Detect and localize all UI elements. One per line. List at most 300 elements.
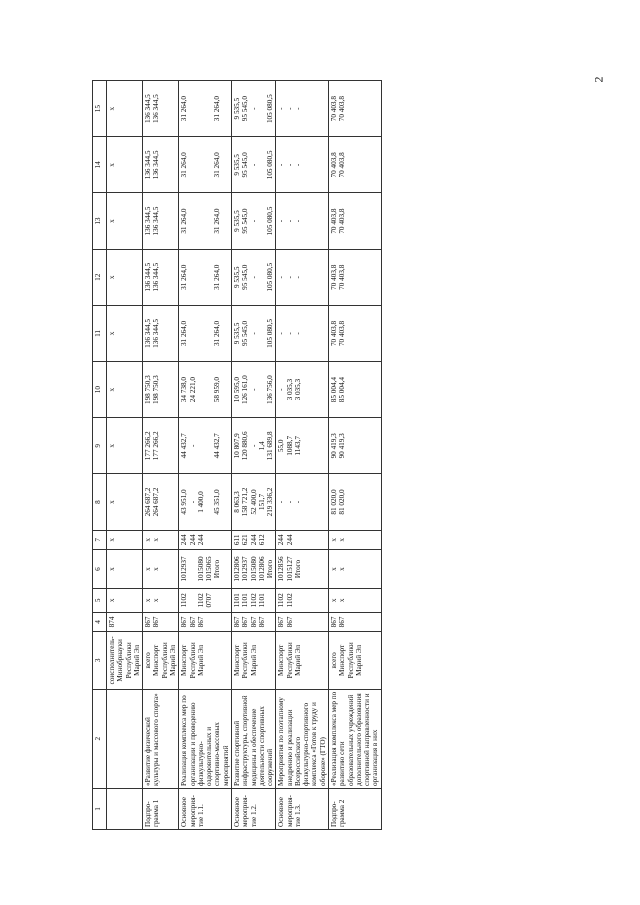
cell-line: 131 689,8 <box>266 431 275 461</box>
table-cell-c14 <box>231 137 275 193</box>
table-cell-c5 <box>276 588 329 612</box>
cell-line: 136 344,5 <box>144 150 153 180</box>
table-cell-c4 <box>107 612 143 631</box>
cell-line <box>197 83 205 134</box>
cell-line: 9 535,5 <box>232 97 241 120</box>
cell-line: всего <box>330 652 339 669</box>
cell-line: 1102 <box>277 593 286 608</box>
cell-line: 158 721,2 <box>241 487 250 517</box>
table-cell-c1: Основное мероприя-тие 1.1. <box>179 788 232 829</box>
cell-line: 867 <box>285 616 294 628</box>
cell-line: Итого <box>213 559 222 579</box>
cell-line: - <box>285 163 294 167</box>
table-cell-c7 <box>107 530 143 549</box>
cell-line: х <box>152 567 161 571</box>
cell-line: 136 344,5 <box>152 206 161 236</box>
column-header-13: 13 <box>93 193 107 249</box>
table-cell-c8 <box>143 474 179 530</box>
table-cell-c15 <box>107 81 143 137</box>
cell-line: 70 403,8 <box>330 208 339 234</box>
cell-line: - <box>249 276 258 279</box>
cell-line: х <box>144 567 153 571</box>
cell-line: 1015127 <box>285 556 294 582</box>
cell-line: х <box>108 538 116 542</box>
cell-line: 867 <box>232 616 241 628</box>
cell-line: х <box>108 500 116 504</box>
column-header-15: 15 <box>93 81 107 137</box>
cell-line: х <box>108 387 116 392</box>
cell-line: 52 400,0 <box>249 489 258 515</box>
cell-line <box>205 420 213 471</box>
cell-line: х <box>108 106 116 111</box>
cell-line: 1012856 <box>277 556 286 582</box>
table-cell-c12 <box>329 249 382 305</box>
cell-line: 1,4 <box>257 441 266 451</box>
cell-line: - <box>293 276 302 279</box>
column-header-12: 12 <box>93 249 107 305</box>
table-row <box>276 81 329 830</box>
cell-line: х <box>338 598 347 603</box>
table-cell-c8 <box>276 474 329 530</box>
cell-line: - <box>277 388 286 391</box>
cell-line: 31 264,0 <box>212 264 221 290</box>
cell-line: 70 403,8 <box>330 264 339 290</box>
cell-line: - <box>249 444 258 448</box>
cell-line: - <box>293 500 302 504</box>
cell-line <box>189 195 197 246</box>
cell-line: соисполнитель- <box>108 636 116 685</box>
cell-line: 120 880,6 <box>241 431 250 461</box>
table-cell-c1 <box>107 788 143 829</box>
cell-line: 264 687,2 <box>144 487 153 517</box>
cell-line: 81 020,0 <box>330 489 339 515</box>
table-cell-c15 <box>179 81 232 137</box>
cell-line: 85 004,4 <box>330 377 339 403</box>
cell-line: 95 545,0 <box>241 208 250 234</box>
table-cell-c13 <box>143 193 179 249</box>
cell-line: 105 080,5 <box>265 150 274 180</box>
cell-line: 1102 <box>249 593 258 608</box>
cell-line: - <box>249 163 258 167</box>
cell-line: 136 344,5 <box>152 150 161 180</box>
cell-line: х <box>108 331 116 336</box>
column-header-14: 14 <box>93 137 107 193</box>
table-cell-c6 <box>179 550 232 589</box>
table-cell-c12 <box>179 249 232 305</box>
table-cell-c12 <box>143 249 179 305</box>
cell-line: 105 080,5 <box>265 94 274 124</box>
cell-line: - <box>249 332 258 335</box>
table-cell-c10 <box>179 362 232 418</box>
table-cell-c1: Подпро-грамма 2 <box>329 788 382 829</box>
cell-line: 70 403,8 <box>338 96 347 122</box>
cell-line <box>197 252 205 303</box>
cell-line: 264 687,2 <box>152 487 161 517</box>
column-header-7: 7 <box>93 530 107 549</box>
cell-line: 70 403,8 <box>338 320 347 347</box>
table-cell-c15 <box>329 81 382 137</box>
cell-line <box>205 476 213 527</box>
cell-line: 1088,7 <box>285 435 294 456</box>
cell-line: 90 419,3 <box>338 433 347 459</box>
cell-line: 70 403,8 <box>338 264 347 290</box>
cell-line: 1143,7 <box>293 436 302 456</box>
cell-line: 136 344,5 <box>152 262 161 292</box>
table-cell-c14 <box>107 137 143 193</box>
cell-line <box>258 83 266 134</box>
cell-line: - <box>277 332 286 335</box>
cell-line: х <box>108 567 116 571</box>
table-cell-c6 <box>329 550 382 589</box>
table-cell-c12 <box>107 249 143 305</box>
cell-line: Минспорт Республики Марий Эл <box>338 642 363 679</box>
cell-line: 867 <box>152 616 161 628</box>
cell-line: 136 344,5 <box>152 319 161 348</box>
cell-line: х <box>330 538 339 542</box>
table-cell-c9 <box>231 418 275 474</box>
cell-line: 621 <box>241 534 250 546</box>
table-cell-c5 <box>231 588 275 612</box>
cell-line: - <box>249 388 258 391</box>
header-row <box>93 81 107 830</box>
cell-line <box>189 308 197 359</box>
cell-line: 45 351,0 <box>213 489 222 515</box>
table-cell-c15 <box>231 81 275 137</box>
cell-line <box>205 195 213 246</box>
cell-line: 1102 <box>196 593 205 608</box>
table-cell-c10 <box>231 362 275 418</box>
table-cell-c4 <box>276 612 329 631</box>
column-header-6: 6 <box>93 550 107 589</box>
cell-line: х <box>152 598 161 603</box>
cell-line: 70 403,8 <box>330 152 339 178</box>
cell-line: 867 <box>330 616 339 628</box>
cell-line: 31 264,0 <box>180 96 189 122</box>
cell-line: 55,0 <box>277 439 286 453</box>
cell-line <box>189 552 197 586</box>
table-cell-c6 <box>107 550 143 589</box>
cell-line: 31 264,0 <box>212 320 221 347</box>
cell-line: 31 264,0 <box>212 208 221 234</box>
cell-line <box>205 139 213 190</box>
cell-line: 31 264,0 <box>212 152 221 178</box>
table-cell-c14 <box>329 137 382 193</box>
column-header-11: 11 <box>93 305 107 361</box>
cell-line <box>197 195 205 246</box>
budget-table <box>92 80 382 830</box>
column-header-1: 1 <box>93 788 107 829</box>
table-cell-c10 <box>143 362 179 418</box>
cell-line <box>258 195 266 246</box>
cell-line: 95 545,0 <box>241 320 250 347</box>
table-cell-c6 <box>231 550 275 589</box>
table-cell-c5 <box>107 588 143 612</box>
column-header-10: 10 <box>93 362 107 418</box>
cell-line: 31 264,0 <box>180 320 189 347</box>
table-cell-c15 <box>143 81 179 137</box>
cell-line: 1101 <box>232 593 241 608</box>
cell-line: х <box>152 538 161 542</box>
cell-line: х <box>144 538 153 542</box>
cell-line: 244 <box>249 534 258 546</box>
table-cell-c4 <box>143 612 179 631</box>
table-cell-c13 <box>107 193 143 249</box>
cell-line: 95 545,0 <box>241 152 250 178</box>
cell-line: 177 266,2 <box>152 431 161 461</box>
cell-line: 81 020,0 <box>338 489 347 515</box>
cell-line: 244 <box>285 534 294 546</box>
cell-line: 198 750,3 <box>144 375 153 405</box>
column-header-5: 5 <box>93 588 107 612</box>
cell-line: 70 403,8 <box>338 208 347 234</box>
table-cell-c12 <box>276 249 329 305</box>
cell-line: - <box>249 219 258 223</box>
cell-line <box>197 420 205 471</box>
cell-line <box>205 83 213 134</box>
cell-line: 9 535,5 <box>232 266 241 289</box>
cell-line: х <box>108 275 116 280</box>
cell-line: 9 535,5 <box>232 322 241 345</box>
cell-line: 105 080,5 <box>265 262 274 292</box>
cell-line: 867 <box>257 616 266 628</box>
cell-line: 70 403,8 <box>330 320 339 347</box>
column-header-8: 8 <box>93 474 107 530</box>
table-cell-c8 <box>107 474 143 530</box>
cell-line: - <box>285 107 294 110</box>
table-cell-c2: Реализация комплекса мер по организации и проведению физкультурно-оздоровительных и спортивно-массовых мероприятий <box>179 689 232 788</box>
cell-line <box>205 308 213 359</box>
cell-line: 3 035,3 <box>293 378 302 401</box>
cell-line: х <box>108 598 116 603</box>
cell-line: 867 <box>188 616 197 628</box>
table-cell-c12 <box>231 249 275 305</box>
cell-line <box>189 83 197 134</box>
table-cell-c1: Подпро-грамма 1 <box>143 788 179 829</box>
column-header-4: 4 <box>93 612 107 631</box>
table-cell-c10 <box>329 362 382 418</box>
table-cell-c11 <box>276 305 329 361</box>
cell-line: 1101 <box>257 593 266 608</box>
table-cell-c13 <box>231 193 275 249</box>
table-cell-c13 <box>276 193 329 249</box>
table-row <box>179 81 232 830</box>
table-cell-c3 <box>329 632 382 689</box>
cell-line: всего <box>144 652 153 669</box>
cell-line: 1012937 <box>180 556 189 582</box>
cell-line: 244 <box>180 534 189 546</box>
cell-line: - <box>285 500 294 504</box>
cell-line: - <box>277 276 286 279</box>
cell-line <box>258 139 266 190</box>
cell-line: 10 807,9 <box>232 433 241 459</box>
table-cell-c4 <box>179 612 232 631</box>
cell-line: 244 <box>277 534 286 546</box>
cell-line: 136 344,5 <box>144 319 153 348</box>
cell-line: Минспорт Республики Марий Эл <box>180 642 205 679</box>
cell-line: 244 <box>196 534 205 546</box>
cell-line: 1012806 <box>257 556 266 582</box>
cell-line: 612 <box>257 534 266 546</box>
table-cell-c6 <box>276 550 329 589</box>
table-cell-c7 <box>329 530 382 549</box>
table-cell-c13 <box>329 193 382 249</box>
cell-line: 1102 <box>180 593 189 608</box>
cell-line <box>189 252 197 303</box>
cell-line: 867 <box>277 616 286 628</box>
table-cell-c14 <box>179 137 232 193</box>
table-cell-c9 <box>276 418 329 474</box>
cell-line: - <box>277 500 286 504</box>
cell-line: Марий Эл <box>132 644 141 676</box>
table-cell-c2: «Реализация комплекса мер по развитию сети образовательных учреждений дополнительного образования спортивной направленности и организация в них <box>329 689 382 788</box>
cell-line <box>205 364 213 415</box>
cell-line <box>258 308 266 359</box>
table-cell-c11 <box>329 305 382 361</box>
cell-line: - <box>293 219 302 223</box>
cell-line: 31 264,0 <box>212 96 221 122</box>
cell-line: - <box>285 219 294 223</box>
cell-line: - <box>277 219 286 223</box>
table-cell-c8 <box>231 474 275 530</box>
cell-line: х <box>108 219 116 223</box>
cell-line: 8 063,3 <box>232 491 241 513</box>
table-cell-c5 <box>179 588 232 612</box>
table-row <box>231 81 275 830</box>
cell-line: 611 <box>232 534 241 546</box>
cell-line: - <box>285 276 294 279</box>
column-header-2: 2 <box>93 689 107 788</box>
table-cell-c1: Основное мероприя-тие 1.3. <box>276 788 329 829</box>
cell-line: 867 <box>144 616 153 628</box>
cell-line: 1012937 <box>241 556 250 582</box>
cell-line: Итого <box>293 559 302 579</box>
table-cell-c14 <box>276 137 329 193</box>
cell-line: 1012806 <box>232 556 241 582</box>
cell-line: 1102 <box>285 593 294 608</box>
table-cell-c3 <box>179 632 232 689</box>
cell-line: Минспорт Республики Марий Эл <box>152 642 177 679</box>
table-cell-c2: «Развитие физической культуры и массового спорта» <box>143 689 179 788</box>
cell-line: 136 344,5 <box>152 94 161 124</box>
cell-line: 136 756,0 <box>265 375 274 405</box>
table-cell-c7 <box>143 530 179 549</box>
table-cell-c5 <box>143 588 179 612</box>
cell-line: 105 080,5 <box>265 319 274 348</box>
column-header-3: 3 <box>93 632 107 689</box>
cell-line: 34 738,0 <box>180 377 189 403</box>
cell-line: - <box>293 107 302 110</box>
cell-line: 70 403,8 <box>338 152 347 178</box>
cell-line: - <box>285 332 294 335</box>
table-cell-c14 <box>143 137 179 193</box>
cell-line: 136 344,5 <box>144 94 153 124</box>
cell-line: х <box>330 598 339 603</box>
table-row <box>329 81 382 830</box>
cell-line: 105 080,5 <box>265 206 274 236</box>
table-row <box>143 81 179 830</box>
cell-line: х <box>108 163 116 167</box>
page-number: 2 <box>591 76 606 83</box>
cell-line: - <box>249 107 258 110</box>
table-cell-c10 <box>276 362 329 418</box>
cell-line: 198 750,3 <box>152 375 161 405</box>
table-cell-c10 <box>107 362 143 418</box>
cell-line: 0707 <box>204 593 213 608</box>
cell-line: 867 <box>249 616 258 628</box>
cell-line: 136 344,5 <box>144 262 153 292</box>
table-cell-c3 <box>276 632 329 689</box>
cell-line: 1015065 <box>204 556 213 582</box>
table-cell-c1: Основное мероприя-тие 1.2. <box>231 788 275 829</box>
cell-line <box>205 252 213 303</box>
cell-line <box>197 364 205 415</box>
table-cell-c11 <box>143 305 179 361</box>
cell-line: 31 264,0 <box>180 264 189 290</box>
cell-line: Республики <box>124 642 133 679</box>
cell-line: 867 <box>241 616 250 628</box>
table-cell-c13 <box>179 193 232 249</box>
cell-line: х <box>108 444 116 448</box>
cell-line <box>189 139 197 190</box>
cell-line: Минобрнауки <box>116 639 125 682</box>
cell-line: - <box>277 163 286 167</box>
cell-line: 95 545,0 <box>241 264 250 290</box>
table-row <box>107 81 143 830</box>
cell-line: Минспорт Республики Марий Эл <box>277 642 302 679</box>
cell-line: 244 <box>188 534 197 546</box>
cell-line: 58 959,0 <box>212 377 221 403</box>
cell-line: 867 <box>196 616 205 628</box>
cell-line: 24 221,0 <box>188 377 197 403</box>
cell-line: 85 004,4 <box>338 377 347 403</box>
table-cell-c2: Развитие спортивной инфраструктуры, спортивной медицины и обеспечение деятельности спортивных сооружений <box>231 689 275 788</box>
table-cell-c9 <box>329 418 382 474</box>
table-cell-c7 <box>179 530 232 549</box>
cell-line <box>197 139 205 190</box>
table-cell-c3 <box>143 632 179 689</box>
table-body <box>107 81 382 830</box>
cell-line: 867 <box>338 616 347 628</box>
cell-line: - <box>293 163 302 167</box>
cell-line: 31 264,0 <box>180 152 189 178</box>
table-cell-c2 <box>107 689 143 788</box>
cell-line: - <box>293 332 302 335</box>
cell-line: 867 <box>180 616 189 628</box>
table-cell-c5 <box>329 588 382 612</box>
cell-line: 31 264,0 <box>180 208 189 234</box>
table-cell-c8 <box>329 474 382 530</box>
rotated-table-wrapper <box>92 80 632 830</box>
table-cell-c7 <box>276 530 329 549</box>
cell-line: - <box>188 500 197 504</box>
table-cell-c9 <box>107 418 143 474</box>
table-cell-c3 <box>231 632 275 689</box>
cell-line: 90 419,3 <box>330 433 339 459</box>
table-cell-c9 <box>143 418 179 474</box>
cell-line: - <box>277 107 286 110</box>
cell-line: 70 403,8 <box>330 96 339 122</box>
table-cell-c6 <box>143 550 179 589</box>
cell-line: 177 266,2 <box>144 431 153 461</box>
cell-line: 3 035,3 <box>285 378 294 401</box>
cell-line <box>258 364 266 415</box>
cell-line <box>197 308 205 359</box>
cell-line: 9 535,5 <box>232 210 241 232</box>
cell-line: Минспорт Республики Марий Эл <box>232 642 258 679</box>
table-cell-c11 <box>107 305 143 361</box>
cell-line: 9 535,5 <box>232 154 241 176</box>
table-cell-c3 <box>107 632 143 689</box>
